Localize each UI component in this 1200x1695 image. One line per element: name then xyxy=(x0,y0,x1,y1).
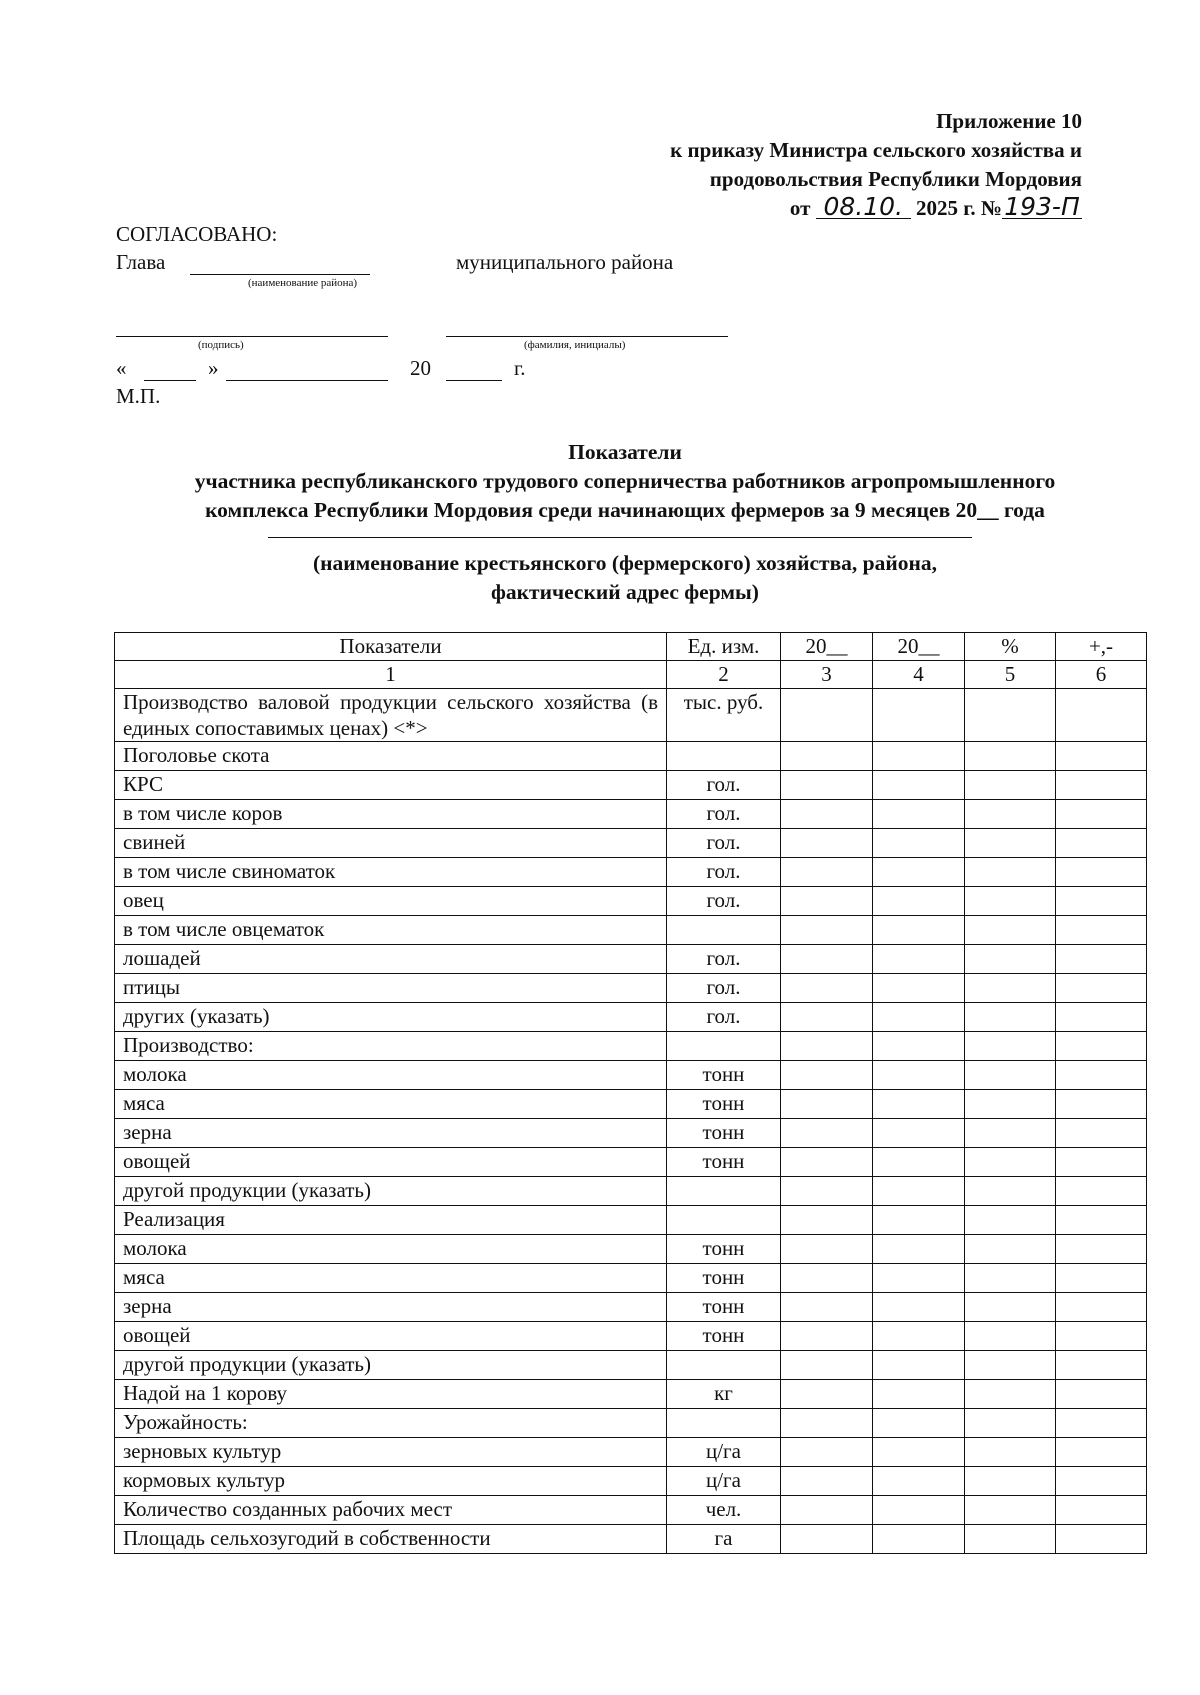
value-year-2-cell[interactable] xyxy=(873,1438,965,1467)
indicator-unit: ц/га xyxy=(667,1467,781,1496)
value-year-1-cell[interactable] xyxy=(781,1496,873,1525)
table-row xyxy=(115,1380,1147,1409)
appendix-order-line: к приказу Министра сельского хозяйства и xyxy=(670,138,1082,162)
signature-blank[interactable] xyxy=(116,318,388,337)
table-row xyxy=(115,945,1147,974)
header-diff: +,- xyxy=(1056,633,1147,661)
table-row xyxy=(115,689,1147,742)
col-number: 6 xyxy=(1056,661,1147,689)
value-year-2-cell[interactable] xyxy=(873,771,965,800)
value-year-1-cell[interactable] xyxy=(781,1061,873,1090)
indicator-name: других (указать) xyxy=(115,1003,667,1032)
indicator-unit: тыс. руб. xyxy=(667,689,781,742)
indicator-unit: гол. xyxy=(667,887,781,916)
table-row xyxy=(115,1090,1147,1119)
approval-year-suffix: г. xyxy=(514,356,526,380)
value-year-2-cell[interactable] xyxy=(873,689,965,742)
table-row xyxy=(115,887,1147,916)
value-year-2-cell[interactable] xyxy=(873,974,965,1003)
indicator-name: зерновых культур xyxy=(115,1438,667,1467)
value-year-1-cell[interactable] xyxy=(781,887,873,916)
value-diff-cell[interactable] xyxy=(1056,1293,1147,1322)
value-year-2-cell[interactable] xyxy=(873,1119,965,1148)
indicator-unit: ц/га xyxy=(667,1438,781,1467)
value-year-1-cell[interactable] xyxy=(781,689,873,742)
indicator-name: молока xyxy=(115,1061,667,1090)
indicator-unit: га xyxy=(667,1525,781,1554)
value-year-1-cell[interactable] xyxy=(781,742,873,771)
indicator-unit xyxy=(667,1351,781,1380)
value-year-1-cell[interactable] xyxy=(781,1264,873,1293)
value-percent-cell[interactable] xyxy=(965,1525,1056,1554)
value-year-1-cell[interactable] xyxy=(781,1293,873,1322)
indicator-unit: тонн xyxy=(667,1119,781,1148)
value-diff-cell[interactable] xyxy=(1056,829,1147,858)
value-percent-cell[interactable] xyxy=(965,974,1056,1003)
indicator-name: Урожайность: xyxy=(115,1409,667,1438)
value-year-2-cell[interactable] xyxy=(873,887,965,916)
indicator-unit: тонн xyxy=(667,1235,781,1264)
appendix-ministry-line: продовольствия Республики Мордовия xyxy=(709,167,1082,191)
value-year-1-cell[interactable] xyxy=(781,1119,873,1148)
table-row xyxy=(115,1322,1147,1351)
value-percent-cell[interactable] xyxy=(965,1496,1056,1525)
table-row xyxy=(115,1264,1147,1293)
header-year-1: 20__ xyxy=(781,633,873,661)
indicator-unit: тонн xyxy=(667,1061,781,1090)
indicator-unit xyxy=(667,916,781,945)
indicator-unit: гол. xyxy=(667,771,781,800)
value-year-2-cell[interactable] xyxy=(873,829,965,858)
indicator-name: овец xyxy=(115,887,667,916)
indicator-unit: тонн xyxy=(667,1264,781,1293)
value-percent-cell[interactable] xyxy=(965,1293,1056,1322)
appendix-title: Приложение 10 xyxy=(936,109,1082,133)
value-year-2-cell[interactable] xyxy=(873,1293,965,1322)
indicator-name: Производство валовой продукции сельского хозяйства (в единых сопоставимых ценах) <*> xyxy=(115,689,667,742)
value-year-1-cell[interactable] xyxy=(781,1380,873,1409)
header-percent: % xyxy=(965,633,1056,661)
indicator-unit: гол. xyxy=(667,1003,781,1032)
table-row xyxy=(115,974,1147,1003)
approval-district-label: муниципального района xyxy=(456,250,674,274)
approval-head-label: Глава xyxy=(116,250,166,274)
value-percent-cell[interactable] xyxy=(965,1351,1056,1380)
value-diff-cell[interactable] xyxy=(1056,1061,1147,1090)
table-row xyxy=(115,1177,1147,1206)
value-year-2-cell[interactable] xyxy=(873,1148,965,1177)
value-diff-cell[interactable] xyxy=(1056,771,1147,800)
value-percent-cell[interactable] xyxy=(965,1264,1056,1293)
value-diff-cell[interactable] xyxy=(1056,1264,1147,1293)
value-diff-cell[interactable] xyxy=(1056,1409,1147,1438)
value-year-2-cell[interactable] xyxy=(873,1525,965,1554)
indicator-name: овощей xyxy=(115,1148,667,1177)
title-main: Показатели xyxy=(568,440,682,464)
value-year-1-cell[interactable] xyxy=(781,1409,873,1438)
appendix-date-line xyxy=(670,194,1082,223)
indicator-unit: гол. xyxy=(667,829,781,858)
approval-year-prefix: 20 xyxy=(410,356,431,380)
handwritten-number: 193-П xyxy=(1002,196,1082,219)
date-prefix: от xyxy=(789,196,811,220)
value-percent-cell[interactable] xyxy=(965,1148,1056,1177)
indicator-name: овощей xyxy=(115,1322,667,1351)
indicators-table xyxy=(114,632,1147,1554)
year-number-label: 2025 г. № xyxy=(915,196,1002,220)
value-year-2-cell[interactable] xyxy=(873,1351,965,1380)
value-percent-cell[interactable] xyxy=(965,689,1056,742)
indicator-name: в том числе свиноматок xyxy=(115,858,667,887)
value-year-2-cell[interactable] xyxy=(873,1090,965,1119)
indicator-unit: тонн xyxy=(667,1293,781,1322)
value-diff-cell[interactable] xyxy=(1056,1496,1147,1525)
table-row xyxy=(115,1032,1147,1061)
value-year-1-cell[interactable] xyxy=(781,1148,873,1177)
indicator-unit: гол. xyxy=(667,858,781,887)
col-number: 3 xyxy=(781,661,873,689)
value-percent-cell[interactable] xyxy=(965,1090,1056,1119)
col-number: 4 xyxy=(873,661,965,689)
value-year-1-cell[interactable] xyxy=(781,858,873,887)
header-year-2: 20__ xyxy=(873,633,965,661)
value-year-1-cell[interactable] xyxy=(781,1206,873,1235)
value-percent-cell[interactable] xyxy=(965,1467,1056,1496)
value-diff-cell[interactable] xyxy=(1056,1177,1147,1206)
table-row xyxy=(115,1409,1147,1438)
indicator-name: Надой на 1 корову xyxy=(115,1380,667,1409)
value-percent-cell[interactable] xyxy=(965,1003,1056,1032)
col-number: 5 xyxy=(965,661,1056,689)
table-header-row xyxy=(115,633,1147,661)
approval-year-blank[interactable] xyxy=(446,356,502,381)
indicator-name: Поголовье скота xyxy=(115,742,667,771)
date-quote-open: « xyxy=(116,356,127,380)
stamp-label: М.П. xyxy=(116,384,161,408)
value-year-2-cell[interactable] xyxy=(873,800,965,829)
indicator-name: другой продукции (указать) xyxy=(115,1351,667,1380)
value-diff-cell[interactable] xyxy=(1056,689,1147,742)
value-diff-cell[interactable] xyxy=(1056,1032,1147,1061)
value-percent-cell[interactable] xyxy=(965,1322,1056,1351)
farm-name-blank[interactable] xyxy=(268,537,972,538)
indicator-name: птицы xyxy=(115,974,667,1003)
indicator-name: Производство: xyxy=(115,1032,667,1061)
indicator-unit xyxy=(667,1206,781,1235)
value-year-2-cell[interactable] xyxy=(873,1032,965,1061)
value-diff-cell[interactable] xyxy=(1056,1003,1147,1032)
indicator-unit xyxy=(667,1032,781,1061)
indicator-name: мяса xyxy=(115,1264,667,1293)
farm-name-caption xyxy=(0,549,1200,607)
value-year-1-cell[interactable] xyxy=(781,1351,873,1380)
table-row xyxy=(115,1003,1147,1032)
indicators-table-body xyxy=(115,633,1147,1554)
indicator-name: другой продукции (указать) xyxy=(115,1177,667,1206)
value-percent-cell[interactable] xyxy=(965,916,1056,945)
value-percent-cell[interactable] xyxy=(965,945,1056,974)
value-diff-cell[interactable] xyxy=(1056,1438,1147,1467)
value-year-1-cell[interactable] xyxy=(781,1467,873,1496)
value-diff-cell[interactable] xyxy=(1056,1206,1147,1235)
table-row xyxy=(115,742,1147,771)
approval-title: СОГЛАСОВАНО: xyxy=(116,222,278,246)
indicator-name: свиней xyxy=(115,829,667,858)
signature-hint: (подпись) xyxy=(198,339,244,351)
value-diff-cell[interactable] xyxy=(1056,1467,1147,1496)
value-percent-cell[interactable] xyxy=(965,1119,1056,1148)
value-diff-cell[interactable] xyxy=(1056,858,1147,887)
col-number: 2 xyxy=(667,661,781,689)
value-diff-cell[interactable] xyxy=(1056,742,1147,771)
appendix-header xyxy=(670,107,1082,223)
col-number: 1 xyxy=(115,661,667,689)
title-line-3: комплекса Республики Мордовия среди начинающих фермеров за 9 месяцев 20__ года xyxy=(205,498,1045,522)
table-row xyxy=(115,800,1147,829)
value-percent-cell[interactable] xyxy=(965,1235,1056,1264)
table-row xyxy=(115,1525,1147,1554)
table-row xyxy=(115,1438,1147,1467)
value-year-2-cell[interactable] xyxy=(873,1496,965,1525)
table-row xyxy=(115,1206,1147,1235)
indicator-name: Площадь сельхозугодий в собственности xyxy=(115,1525,667,1554)
value-year-2-cell[interactable] xyxy=(873,1061,965,1090)
value-diff-cell[interactable] xyxy=(1056,974,1147,1003)
value-year-2-cell[interactable] xyxy=(873,1264,965,1293)
value-year-2-cell[interactable] xyxy=(873,1322,965,1351)
indicator-unit: гол. xyxy=(667,974,781,1003)
indicator-name: зерна xyxy=(115,1293,667,1322)
value-diff-cell[interactable] xyxy=(1056,916,1147,945)
indicator-unit: чел. xyxy=(667,1496,781,1525)
value-year-2-cell[interactable] xyxy=(873,1235,965,1264)
indicator-name: КРС xyxy=(115,771,667,800)
value-percent-cell[interactable] xyxy=(965,1177,1056,1206)
value-percent-cell[interactable] xyxy=(965,742,1056,771)
indicator-unit: кг xyxy=(667,1380,781,1409)
handwritten-date: 08.10. xyxy=(816,196,911,219)
document-title xyxy=(0,438,1200,525)
indicator-unit xyxy=(667,742,781,771)
indicator-name: зерна xyxy=(115,1119,667,1148)
value-year-1-cell[interactable] xyxy=(781,1177,873,1206)
approval-month-blank[interactable] xyxy=(226,356,388,381)
value-year-1-cell[interactable] xyxy=(781,771,873,800)
value-year-2-cell[interactable] xyxy=(873,1177,965,1206)
value-diff-cell[interactable] xyxy=(1056,1148,1147,1177)
value-diff-cell[interactable] xyxy=(1056,1351,1147,1380)
indicator-unit xyxy=(667,1409,781,1438)
table-column-numbers-row xyxy=(115,661,1147,689)
name-initials-blank[interactable] xyxy=(446,318,728,337)
value-year-1-cell[interactable] xyxy=(781,1438,873,1467)
table-row xyxy=(115,1467,1147,1496)
value-diff-cell[interactable] xyxy=(1056,1235,1147,1264)
table-row xyxy=(115,1496,1147,1525)
table-row xyxy=(115,1235,1147,1264)
value-percent-cell[interactable] xyxy=(965,829,1056,858)
value-year-1-cell[interactable] xyxy=(781,1322,873,1351)
value-diff-cell[interactable] xyxy=(1056,800,1147,829)
name-hint: (фамилия, инициалы) xyxy=(524,339,626,351)
title-line-2: участника республиканского трудового соперничества работников агропромышленного xyxy=(194,469,1056,493)
value-year-2-cell[interactable] xyxy=(873,1409,965,1438)
indicator-name: молока xyxy=(115,1235,667,1264)
date-quote-close: » xyxy=(208,356,219,380)
table-row xyxy=(115,1293,1147,1322)
value-diff-cell[interactable] xyxy=(1056,1525,1147,1554)
indicator-unit: тонн xyxy=(667,1322,781,1351)
table-row xyxy=(115,1351,1147,1380)
value-percent-cell[interactable] xyxy=(965,771,1056,800)
value-year-2-cell[interactable] xyxy=(873,945,965,974)
value-percent-cell[interactable] xyxy=(965,1409,1056,1438)
value-diff-cell[interactable] xyxy=(1056,1119,1147,1148)
value-year-1-cell[interactable] xyxy=(781,800,873,829)
indicator-name: Количество созданных рабочих мест xyxy=(115,1496,667,1525)
value-year-1-cell[interactable] xyxy=(781,1525,873,1554)
indicator-unit: гол. xyxy=(667,800,781,829)
value-diff-cell[interactable] xyxy=(1056,945,1147,974)
table-row xyxy=(115,1061,1147,1090)
value-percent-cell[interactable] xyxy=(965,887,1056,916)
value-percent-cell[interactable] xyxy=(965,1380,1056,1409)
header-unit: Ед. изм. xyxy=(667,633,781,661)
header-indicators: Показатели xyxy=(115,633,667,661)
value-diff-cell[interactable] xyxy=(1056,1380,1147,1409)
value-percent-cell[interactable] xyxy=(965,800,1056,829)
value-year-1-cell[interactable] xyxy=(781,916,873,945)
indicator-unit: тонн xyxy=(667,1090,781,1119)
farm-caption-line-1: (наименование крестьянского (фермерского) хозяйства, района, xyxy=(312,551,938,575)
value-percent-cell[interactable] xyxy=(965,1206,1056,1235)
value-year-2-cell[interactable] xyxy=(873,742,965,771)
table-row xyxy=(115,829,1147,858)
table-row xyxy=(115,771,1147,800)
indicator-name: кормовых культур xyxy=(115,1467,667,1496)
value-percent-cell[interactable] xyxy=(965,1061,1056,1090)
value-year-2-cell[interactable] xyxy=(873,1206,965,1235)
value-percent-cell[interactable] xyxy=(965,1438,1056,1467)
indicator-name: мяса xyxy=(115,1090,667,1119)
indicator-name: лошадей xyxy=(115,945,667,974)
table-row xyxy=(115,916,1147,945)
value-year-2-cell[interactable] xyxy=(873,1380,965,1409)
indicator-unit: гол. xyxy=(667,945,781,974)
district-name-blank[interactable] xyxy=(190,250,370,275)
indicator-unit: тонн xyxy=(667,1148,781,1177)
value-year-2-cell[interactable] xyxy=(873,1467,965,1496)
value-year-1-cell[interactable] xyxy=(781,1090,873,1119)
table-row xyxy=(115,1148,1147,1177)
approval-day-blank[interactable] xyxy=(144,356,196,381)
value-diff-cell[interactable] xyxy=(1056,1090,1147,1119)
value-year-2-cell[interactable] xyxy=(873,1003,965,1032)
value-percent-cell[interactable] xyxy=(965,858,1056,887)
value-year-2-cell[interactable] xyxy=(873,858,965,887)
indicator-name: в том числе коров xyxy=(115,800,667,829)
table-row xyxy=(115,1119,1147,1148)
indicator-name: Реализация xyxy=(115,1206,667,1235)
value-year-1-cell[interactable] xyxy=(781,1032,873,1061)
indicator-name: в том числе овцематок xyxy=(115,916,667,945)
value-year-1-cell[interactable] xyxy=(781,829,873,858)
farm-caption-line-2: фактический адрес фермы) xyxy=(491,580,759,604)
indicator-unit xyxy=(667,1177,781,1206)
value-year-1-cell[interactable] xyxy=(781,974,873,1003)
value-percent-cell[interactable] xyxy=(965,1032,1056,1061)
value-diff-cell[interactable] xyxy=(1056,887,1147,916)
table-row xyxy=(115,858,1147,887)
value-year-1-cell[interactable] xyxy=(781,1003,873,1032)
value-diff-cell[interactable] xyxy=(1056,1322,1147,1351)
value-year-1-cell[interactable] xyxy=(781,1235,873,1264)
value-year-1-cell[interactable] xyxy=(781,945,873,974)
district-hint: (наименование района) xyxy=(248,277,358,289)
value-year-2-cell[interactable] xyxy=(873,916,965,945)
